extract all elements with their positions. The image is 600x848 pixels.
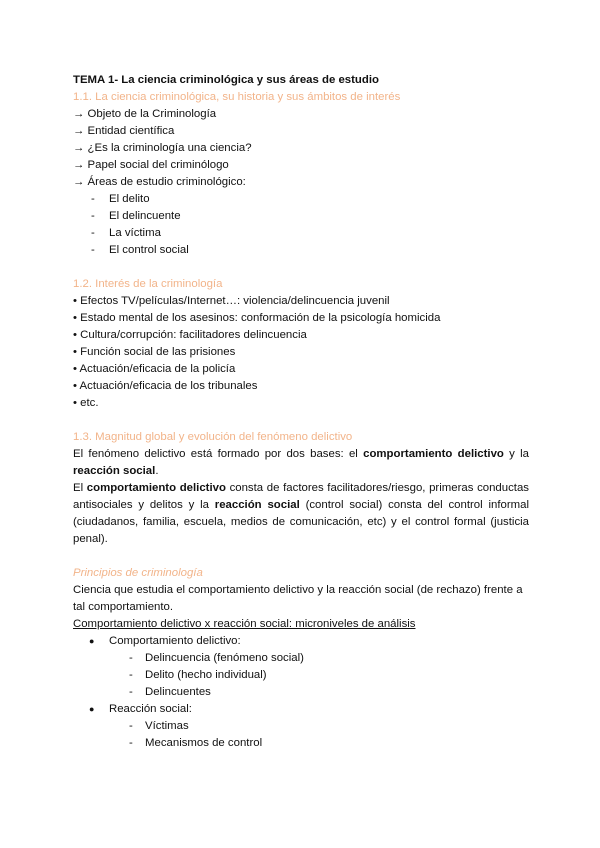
bold-text: comportamiento delictivo <box>86 482 226 494</box>
list-item: → Papel social del criminólogo <box>73 159 229 171</box>
list-item: • etc. <box>73 397 99 409</box>
sub-list-item: - El control social <box>73 242 529 259</box>
list-item: • Actuación/eficacia de los tribunales <box>73 380 258 392</box>
sub-list-item: - Víctimas <box>73 718 529 735</box>
sub-list-item: - Delito (hecho individual) <box>73 667 529 684</box>
list-item: → Objeto de la Criminología <box>73 108 217 120</box>
list-item: • Estado mental de los asesinos: conformación de la psicología homicida <box>73 312 441 324</box>
sub-list-item: - El delincuente <box>73 208 529 225</box>
text: El fenómeno delictivo está formado por dos bases: el <box>73 448 364 460</box>
bullet-item: ● Reacción social: <box>73 701 529 718</box>
list-item: • Efectos TV/películas/Internet…: violencia/delincuencia juvenil <box>73 295 390 307</box>
bold-text: comportamiento delictivo <box>363 448 504 460</box>
page-title: TEMA 1- La ciencia criminológica y sus áreas de estudio <box>73 74 379 86</box>
text: . <box>155 465 159 477</box>
sub-list-item: - El delito <box>73 191 529 208</box>
section-heading-1-2: 1.2. Interés de la criminología <box>73 278 223 290</box>
underlined-heading: Comportamiento delictivo x reacción social: microniveles de análisis <box>73 618 416 630</box>
sub-list-item: - Delincuencia (fenómeno social) <box>73 650 529 667</box>
list-item: → ¿Es la criminología una ciencia? <box>73 142 252 154</box>
list-item: • Cultura/corrupción: facilitadores delincuencia <box>73 329 307 341</box>
section-heading-principios: Principios de criminología <box>73 567 203 579</box>
list-item: • Función social de las prisiones <box>73 346 236 358</box>
sub-list-item: - Mecanismos de control <box>73 735 529 752</box>
sub-list-item: - La víctima <box>73 225 529 242</box>
document-page <box>73 72 529 752</box>
bullet-item: ● Comportamiento delictivo: <box>73 633 529 650</box>
paragraph <box>73 446 529 480</box>
text: consta de factores facilitadores/riesgo, primeras conductas antisociales y delitos y la <box>73 482 529 511</box>
text: y la <box>503 448 529 460</box>
bold-text: reacción social <box>73 465 156 477</box>
text: El <box>73 482 87 494</box>
section-heading-1-3: 1.3. Magnitud global y evolución del fenómeno delictivo <box>73 431 353 443</box>
list-item: → Áreas de estudio criminológico: <box>73 176 246 188</box>
paragraph: Ciencia que estudia el comportamiento delictivo y la reacción social (de rechazo) frente a tal comportamiento. <box>73 584 523 613</box>
sub-list-item: - Delincuentes <box>73 684 529 701</box>
list-item: • Actuación/eficacia de la policía <box>73 363 236 375</box>
paragraph <box>73 480 529 548</box>
section-heading-1-1: 1.1. La ciencia criminológica, su historia y sus ámbitos de interés <box>73 91 401 103</box>
sub-list <box>73 191 529 259</box>
list-item: → Entidad científica <box>73 125 175 137</box>
text: (control social) consta del control informal (ciudadanos, familia, escuela, medios de comunicación, etc) y el control formal (justicia penal). <box>73 499 529 545</box>
bold-text: reacción social <box>214 499 300 511</box>
